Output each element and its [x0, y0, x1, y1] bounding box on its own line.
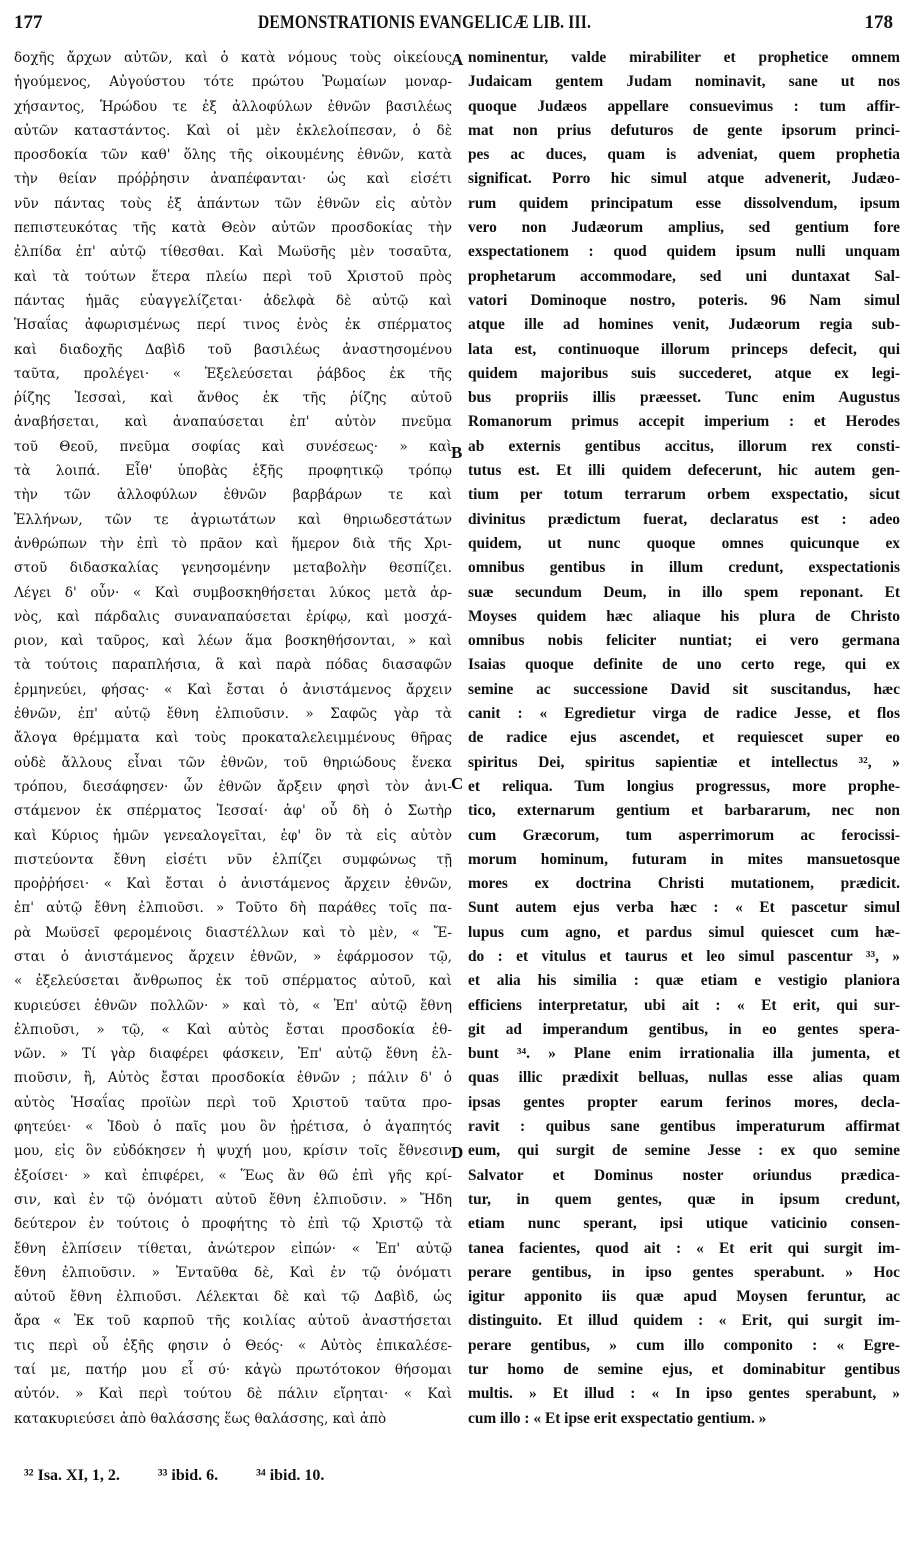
latin-line: efficiens interpretatur, ubi ait : « Et erit, qui sur-: [468, 996, 900, 1014]
greek-line: πεπιστευκότας τῆς κατὰ Θεὸν αὐτῶν προσδοκίας τὴν: [14, 220, 452, 237]
page-number-right: 178: [864, 12, 893, 33]
greek-line: δοχῆς ἄρχων αὐτῶν, καὶ ὁ κατὰ νόμους τοὺς οἰκείους: [14, 50, 452, 66]
footnotes: [24, 1467, 358, 1485]
latin-line: semine ac successione David sit suscitandus, hæc: [468, 680, 900, 698]
greek-line: τὰ τούτοις παραπλήσια, ἃ καὶ παρὰ πόδας διασαφῶν: [14, 657, 452, 674]
greek-line: κυριεύσει ἐθνῶν πολλῶν· » καὶ τὸ, « Ἐπ' αὐτῷ ἔθνη: [14, 997, 452, 1014]
latin-line: cum illo : « Et ipse erit exspectatio gentium. »: [468, 1409, 767, 1427]
greek-line: ἄλογα θρέμματα καὶ τοὺς προκαταλελειμμένους θῆρας: [14, 730, 452, 747]
greek-line: ἐξοίσει· » καὶ ἐπιφέρει, « Ἕως ἂν θῶ ἐπὶ γῆς κρί-: [14, 1167, 452, 1184]
latin-line: nominentur, valde mirabiliter et prophetice omnem: [468, 49, 900, 66]
latin-line: Salvator et Dominus noster oriundus prædica-: [468, 1166, 900, 1184]
greek-line: πιστεύοντα ἔθνη εἰσέτι νῦν ἐλπίζει συμφώνως τῇ: [14, 851, 452, 868]
latin-line: quidem majoribus suis succederet, atque ex legi-: [468, 364, 900, 382]
greek-line: ῥίζης Ἰεσσαὶ, καὶ ἄνθος ἐκ τῆς ῥίζης αὐτοῦ: [14, 390, 452, 407]
greek-line: αὐτῶν καταστάντος. Καὶ οἱ μὲν ἐκλελοίπεσαν, ὁ δὲ: [14, 122, 452, 139]
greek-line: ταῦτα, προλέγει· « Ἐξελεύσεται ῥάβδος ἐκ τῆς: [14, 365, 452, 382]
latin-line: Isaias quoque definite de uno certo rege, qui ex: [468, 656, 900, 674]
greek-line: στάμενον ἐκ σπέρματος Ἰεσσαί· ἀφ' οὗ δὴ ὁ Σωτὴρ: [14, 803, 452, 820]
greek-line: ἔθνη ἐλπίσειν τίθεται, ἀνώτερον εἰπών· « Ἐπ' αὐτῷ: [14, 1240, 452, 1257]
greek-line: προσδοκία τῶν καθ' ὅλης τῆς οἰκουμένης ἐθνῶν, κατὰ: [14, 147, 452, 164]
greek-line: αὐτόν. » Καὶ περὶ τούτου δὲ πάλιν εἴρηται· « Καὶ: [14, 1386, 452, 1403]
greek-line: οὐδὲ ἄλλους εἶναι τῶν ἐθνῶν, τοῦ θηριώδους ἕνεκα: [14, 754, 452, 771]
greek-line: Ἑλλήνων, τῶν τε ἀγριωτάτων καὶ θηριωδεστάτων: [14, 511, 452, 528]
latin-line: ipsas gentes propter earum ferinos mores, decla-: [468, 1093, 900, 1111]
greek-line: ἐθνῶν, ἐπ' αὐτῷ ἔθνη ἐλπιοῦσιν. » Σαφῶς γὰρ τὰ: [14, 706, 452, 723]
latin-line: mores ex doctrina Christi mutationem, prædicit.: [468, 875, 900, 893]
greek-line: ἄρα « Ἐκ τοῦ καρποῦ τῆς κοιλίας αὐτοῦ ἀναστήσεται: [14, 1313, 452, 1330]
greek-line: ταί με, πατήρ μου εἶ σύ· κἀγὼ πρωτότοκον θήσομαι: [14, 1362, 452, 1379]
greek-line: ἐλπιοῦσι, » τῷ, « Καὶ αὐτὸς ἔσται προσδοκία ἐθ-: [14, 1021, 452, 1038]
latin-line: atque ille ad homines venit, Judæorum regia sub-: [468, 316, 900, 334]
latin-line: eum, qui surgit de semine Jesse : ex quo semine: [468, 1142, 900, 1160]
greek-line: « ἐξελεύσεται ἄνθρωπος ἐκ τοῦ σπέρματος αὐτοῦ, καὶ: [14, 973, 452, 990]
margin-letter-d: D: [451, 1143, 464, 1162]
latin-line: perare gentibus, » cum illo componito : « Egre-: [468, 1336, 900, 1354]
latin-line: de radice ejus ascendet, et requiescet super eo: [468, 729, 900, 747]
margin-letter-c: C: [451, 774, 464, 793]
latin-line: Judaicam gentem Judam nominavit, sane ut nos: [468, 73, 900, 91]
greek-line: τὴν θείαν πρόῤῥησιν ἀναπέφανται· ὡς καὶ εἰσέτι: [14, 171, 452, 188]
latin-line: et alia his similia : quæ etiam e vestigio planiora: [468, 972, 900, 990]
greek-line: κατακυριεύσει ἀπὸ θαλάσσης ἕως θαλάσσης, καὶ ἀπὸ: [14, 1410, 387, 1427]
latin-line: ravit : quibus sane gentibus imperaturum affirmat: [468, 1118, 900, 1136]
latin-line: rum quidem principatum esse dissolvendum, ipsum: [468, 194, 900, 212]
latin-line: omnibus gentibus in illum credunt, exspectationis: [468, 559, 900, 577]
latin-line: exspectationem : quod quidem ipsum nulli unquam: [468, 243, 900, 261]
footnote-33: ³³ ibid. 6.: [157, 1467, 219, 1484]
latin-line: Sunt autem ejus verba hæc : « Et pascetur simul: [468, 899, 900, 917]
latin-line: omnibus nobis feliciter nuntiat; ei vero germana: [468, 632, 900, 650]
page-header: [0, 6, 913, 36]
latin-line: tium per totum terrarum orbem exspectatio, sicut: [468, 486, 900, 504]
margin-letter-b: B: [451, 443, 463, 462]
greek-line: ριον, καὶ ταῦρος, καὶ λέων ἅμα βοσκηθήσονται, » καὶ: [14, 633, 452, 650]
latin-line: lata est, continuoque illorum princeps defecit, qui: [468, 340, 900, 358]
latin-line: etiam nunc sperant, ipsi utique vaticinio consen-: [468, 1215, 900, 1233]
greek-line: Λέγει δ' οὖν· « Καὶ συμβοσκηθήσεται λύκος μετὰ ἀρ-: [14, 584, 452, 601]
latin-line: tur, in quem gentes, quæ in ipsum credunt,: [468, 1190, 900, 1208]
greek-line: πάντας ἡμᾶς εὐαγγελίζεται· ἀδελφὰ δὲ αὐτῷ καὶ: [14, 292, 452, 309]
greek-line: τὴν τῶν ἀλλοφύλων ἐθνῶν βαρβάρων τε καὶ: [14, 487, 452, 504]
greek-line: μου, εἰς ὃν εὐδόκησεν ἡ ψυχή μου, κρίσιν τοῖς ἔθνεσιν: [14, 1143, 452, 1160]
latin-line: mat non prius defuturos de gente ipsorum princi-: [468, 121, 900, 139]
greek-line: προῤῥήσει· « Καὶ ἔσται ὁ ἀνιστάμενος ἄρχειν ἐθνῶν,: [14, 876, 452, 893]
latin-line: significat. Porro hic simul atque advenerit, Judæo-: [468, 170, 900, 188]
greek-line: τὰ λοιπά. Εἶθ' ὑποβὰς ἑξῆς προφητικῷ τρόπῳ: [14, 463, 452, 480]
greek-line: ἑρμηνεύει, φήσας· « Καὶ ἔσται ὁ ἀνιστάμενος ἄρχειν: [14, 681, 452, 698]
greek-line: σται ὁ ἀνιστάμενος ἄρχειν ἐθνῶν, » ἐφάρμοσον τῷ,: [14, 948, 452, 965]
greek-line: ἔθνη ἐλπιοῦσιν. » Ἐνταῦθα δὲ, Καὶ ἐν τῷ ὀνόματι: [14, 1264, 452, 1281]
latin-line: tutus est. Et illi quidem defecerunt, hic autem gen-: [468, 462, 900, 480]
greek-line: ἡγούμενος, Αὐγούστου τότε πρώτου Ῥωμαίων μοναρ-: [14, 74, 452, 91]
greek-line: νῦν πάντας τοὺς ἐξ ἁπάντων τῶν ἐθνῶν εἰς αὐτὸν: [14, 195, 452, 212]
greek-line: αὐτὸς Ἡσαΐας προϊὼν περὶ τοῦ Χριστοῦ ταῦτα προ-: [14, 1094, 452, 1111]
greek-line: καὶ Κύριος ἡμῶν γενεαλογεῖται, ἐφ' ὃν τὰ εἰς αὐτὸν: [14, 827, 452, 844]
latin-line: Romanorum primus accepit imperium : et Herodes: [468, 413, 900, 431]
latin-line: cum Græcorum, tum asperrimorum ac ferocissi-: [468, 826, 900, 844]
latin-line: ab externis gentibus accitus, illorum rex consti-: [468, 437, 900, 455]
greek-line: ἐπ' αὐτῷ ἔθνη ἐλπιοῦσι. » Τοῦτο δὴ παράθες τοῖς πα-: [14, 900, 452, 917]
footnote-34: ³⁴ ibid. 10.: [256, 1467, 325, 1484]
footnote-32: ³² Isa. XI, 1, 2.: [24, 1467, 120, 1484]
greek-line: τις περὶ οὗ ἐξῆς φησιν ὁ Θεός· « Αὐτὸς ἐπικαλέσε-: [14, 1337, 452, 1354]
latin-line: quoque Judæos appellare consuevimus : tum affir-: [468, 97, 900, 115]
greek-line: καὶ τὰ τούτων ἕτερα πλείω περὶ τοῦ Χριστοῦ πρὸς: [14, 268, 452, 285]
greek-line: ρὰ Μωϋσεῖ φερομένοις διαστέλλων καὶ τὸ μὲν, « Ἔ-: [14, 924, 452, 941]
greek-column: [14, 46, 452, 1431]
greek-line: αὐτοῦ ἔθνη ἐλπιοῦσι. Λέλεκται δὲ καὶ τῷ Δαβὶδ, ὡς: [14, 1289, 452, 1306]
greek-line: καὶ διαδοχῆς Δαβὶδ τοῦ βασιλέως ἀναστησομένου: [14, 341, 452, 358]
latin-line: pes ac duces, quam is adveniat, quem prophetia: [468, 146, 900, 164]
latin-line: distinguito. Et illud quidem : « Erit, qui surgit im-: [468, 1312, 900, 1330]
latin-line: git ad imperandum gentibus, in eo gentes spera-: [468, 1020, 900, 1038]
latin-line: divinitus prædictum fuerat, declaratus est : adeo: [468, 510, 900, 528]
latin-line: suæ secundum Deum, in illo spem reponant. Et: [468, 583, 900, 601]
latin-line: prophetarum accommodare, sed uni duntaxat Sal-: [468, 267, 900, 285]
greek-line: τρόπου, διεσάφησεν· ὧν ἐθνῶν ἄρξειν φησὶ τὸν ἀνι-: [14, 778, 452, 795]
latin-line: quas illic prædixit belluas, nullas esse alias quam: [468, 1069, 900, 1087]
greek-line: ἀνθρώπων τὴν ἐπὶ τὸ πρᾶον καὶ ἥμερον διὰ τῆς Χρι-: [14, 535, 452, 552]
page-number-left: 177: [14, 12, 43, 33]
latin-line: multis. » Et illud : « In ipso gentes sperabunt, »: [468, 1385, 900, 1403]
latin-line: bus propriis illis præesset. Tunc enim Augustus: [468, 389, 900, 407]
greek-line: νῶν. » Τί γὰρ διαφέρει φάσκειν, Ἐπ' αὐτῷ ἔθνη ἐλ-: [14, 1046, 452, 1063]
greek-line: τοῦ Θεοῦ, πνεῦμα σοφίας καὶ συνέσεως· » καὶ: [14, 438, 452, 455]
latin-line: vero non Judæorum amplius, sed gentium fore: [468, 219, 900, 237]
latin-line: morum hominum, futuram in mites mansuetosque: [468, 850, 900, 868]
greek-line: ἀναβήσεται, καὶ ἀναπαύσεται ἐπ' αὐτὸν πνεῦμα: [14, 414, 452, 431]
latin-line: lupus cum agno, et pardus simul quiescet cum hæ-: [468, 923, 900, 941]
running-title: DEMONSTRATIONIS EVANGELICÆ LIB. III.: [258, 12, 592, 33]
latin-line: perare gentibus, in ipso gentes sperabunt. » Hoc: [468, 1263, 900, 1281]
latin-line: tur homo de semine ejus, et dominabitur gentibus: [468, 1361, 900, 1379]
latin-line: tanea facientes, quod ait : « Et erit qui surgit im-: [468, 1239, 900, 1257]
latin-line: et reliqua. Tum longius progressus, more prophe-: [468, 777, 900, 795]
latin-line: bunt ³⁴. » Plane enim irrationalia illa jumenta, et: [468, 1045, 900, 1063]
latin-line: vatori Dominoque nostro, poteris. 96 Nam simul: [468, 291, 900, 309]
greek-line: νὸς, καὶ πάρδαλις συναναπαύσεται ἐρίφῳ, καὶ μοσχά-: [14, 608, 452, 625]
latin-line: canit : « Egredietur virga de radice Jesse, et flos: [468, 705, 900, 723]
latin-line: do : et vitulus et taurus et leo simul pascentur ³³, »: [468, 947, 900, 965]
margin-letter-a: A: [451, 50, 464, 69]
greek-line: σιν, καὶ ἐν τῷ ὀνόματι αὐτοῦ ἔθνη ἐλπιοῦσιν. » Ἤδη: [14, 1191, 452, 1208]
greek-line: δεύτερον ἐν τούτοις ὁ προφήτης τὸ ἐπὶ τῷ Χριστῷ τὰ: [14, 1216, 452, 1233]
latin-line: igitur apponito iis quæ apud Moysen feruntur, ac: [468, 1288, 900, 1306]
latin-line: quidem, ut nunc quoque omnes quicunque ex: [468, 534, 900, 552]
latin-line: tico, externarum gentium et barbararum, nec non: [468, 802, 900, 820]
greek-line: πιοῦσιν, ἢ, Αὐτὸς ἔσται προσδοκία ἐθνῶν ; πάλιν δ' ὁ: [14, 1070, 452, 1087]
greek-line: Ἡσαΐας ἀφωρισμένως περί τινος ἑνὸς ἐκ σπέρματος: [14, 317, 452, 334]
greek-line: στοῦ διδασκαλίας γενησομένην μεταβολὴν θεσπίζει.: [14, 560, 452, 577]
latin-column: [468, 46, 900, 1431]
greek-line: χήσαντος, Ἡρώδου τε ἐξ ἀλλοφύλων ἐθνῶν βασιλέως: [14, 98, 452, 115]
greek-line: φητεύει· « Ἰδοὺ ὁ παῖς μου ὃν ᾑρέτισα, ὁ ἀγαπητός: [14, 1119, 452, 1136]
latin-line: Moyses quidem hæc aliaque his plura de Christo: [468, 607, 900, 625]
latin-line: spiritus Dei, spiritus sapientiæ et intellectus ³², »: [468, 753, 900, 771]
greek-line: ἐλπίδα ἐπ' αὐτῷ τίθεσθαι. Καὶ Μωϋσῆς μὲν τοσαῦτα,: [14, 244, 452, 261]
